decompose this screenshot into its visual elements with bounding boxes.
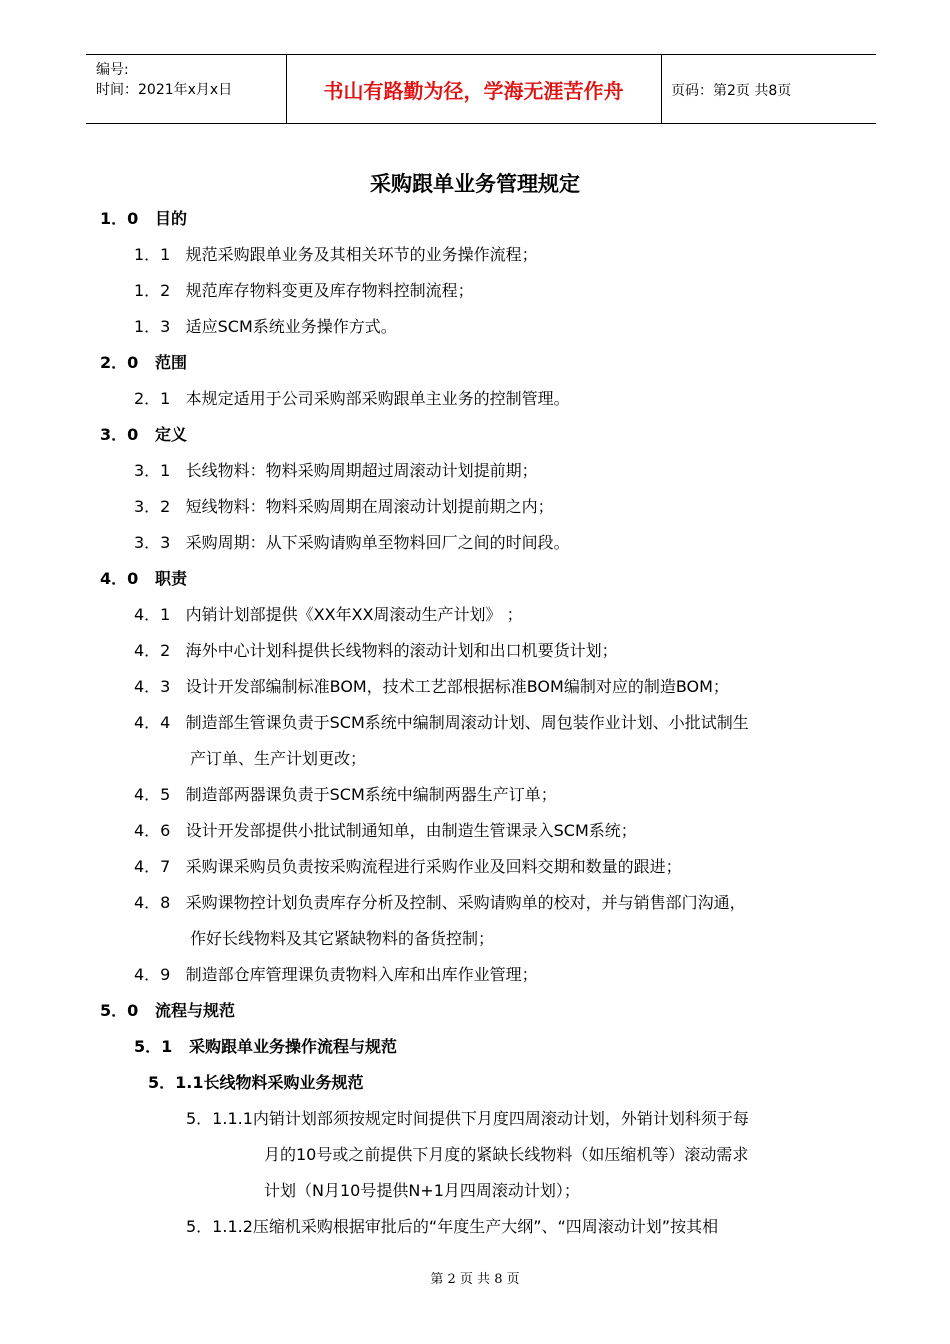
list-item	[134, 604, 523, 626]
item-number: 4．6	[134, 821, 171, 840]
section-title: 定义	[155, 425, 188, 444]
list-item	[186, 1108, 749, 1130]
motto: 书山有路勤为径，学海无涯苦作舟	[323, 79, 624, 103]
section-title: 范围	[155, 353, 188, 372]
item-number: 3．3	[134, 533, 171, 552]
section-heading	[100, 352, 187, 374]
list-item-continuation: 产订单、生产计划更改；	[190, 749, 367, 768]
item-number: 4．7	[134, 857, 171, 876]
section-number: 3．0	[100, 425, 139, 444]
section-number: 5．0	[100, 1001, 139, 1020]
document-title: 采购跟单业务管理规定	[370, 171, 580, 196]
item-number: 5．1.1.1	[186, 1109, 253, 1128]
header-left-cell	[86, 55, 287, 123]
item-text: 规范采购跟单业务及其相关环节的业务操作流程；	[185, 245, 538, 264]
list-item	[186, 1216, 718, 1238]
list-item	[134, 316, 397, 338]
list-item	[134, 460, 538, 482]
list-item	[134, 388, 570, 410]
list-item	[134, 496, 554, 518]
list-item	[134, 892, 746, 914]
list-item	[134, 640, 618, 662]
code-label: 编号:	[96, 62, 129, 78]
list-item	[134, 532, 570, 554]
subsection-title: 采购跟单业务操作流程与规范	[189, 1037, 398, 1056]
subsubsection-number: 5．1.1	[148, 1073, 204, 1092]
list-item	[134, 280, 474, 302]
item-number: 4．4	[134, 713, 171, 732]
page-header	[86, 54, 876, 124]
list-item	[134, 676, 729, 698]
item-number: 4．1	[134, 605, 171, 624]
list-item	[134, 856, 682, 878]
subsubsection-title: 长线物料采购业务规范	[203, 1073, 364, 1092]
section-number: 4．0	[100, 569, 139, 588]
item-text: 短线物料：物料采购周期在周滚动计划提前期之内；	[185, 497, 554, 516]
item-number: 2．1	[134, 389, 171, 408]
section-heading	[100, 208, 187, 230]
item-text: 设计开发部提供小批试制通知单，由制造生管课录入SCM系统；	[185, 821, 637, 840]
list-item-continuation: 月的10号或之前提供下月度的紧缺长线物料（如压缩机等）滚动需求	[264, 1145, 749, 1164]
item-number: 5．1.1.2	[186, 1217, 253, 1236]
item-number: 4．3	[134, 677, 171, 696]
subsection-number: 5．1	[134, 1037, 173, 1056]
list-item	[134, 784, 557, 806]
item-text: 适应SCM系统业务操作方式。	[185, 317, 397, 336]
section-title: 流程与规范	[155, 1001, 236, 1020]
item-text: 内销计划部提供《XX年XX周滚动生产计划》 ；	[185, 605, 523, 624]
time-label: 时间：2021年x月x日	[96, 82, 233, 98]
list-item	[134, 964, 538, 986]
item-text: 压缩机采购根据审批后的“年度生产大纲”、“四周滚动计划”按其相	[252, 1217, 719, 1236]
section-number: 2．0	[100, 353, 139, 372]
item-text: 设计开发部编制标准BOM，技术工艺部根据标准BOM编制对应的制造BOM；	[185, 677, 729, 696]
item-number: 4．9	[134, 965, 171, 984]
header-page-cell	[661, 55, 876, 123]
section-title: 职责	[155, 569, 188, 588]
list-item	[134, 712, 749, 734]
section-number: 1．0	[100, 209, 139, 228]
item-number: 1．3	[134, 317, 171, 336]
item-text: 制造部仓库管理课负责物料入库和出库作业管理；	[185, 965, 538, 984]
item-number: 4．5	[134, 785, 171, 804]
subsection-heading	[134, 1036, 397, 1058]
item-text: 海外中心计划科提供长线物料的滚动计划和出口机要货计划；	[185, 641, 618, 660]
list-item-continuation: 计划（N月10号提供N+1月四周滚动计划）；	[264, 1181, 580, 1200]
section-heading	[100, 424, 187, 446]
section-heading	[100, 568, 187, 590]
section-title: 目的	[155, 209, 188, 228]
item-text: 制造部生管课负责于SCM系统中编制周滚动计划、周包装作业计划、小批试制生	[185, 713, 749, 732]
page-number-label: 页码：第2页 共8页	[671, 83, 792, 99]
item-text: 采购周期：从下采购请购单至物料回厂之间的时间段。	[185, 533, 570, 552]
item-text: 采购课采购员负责按采购流程进行采购作业及回料交期和数量的跟进；	[185, 857, 682, 876]
list-item	[134, 244, 538, 266]
page-footer: 第 2 页 共 8 页	[430, 1272, 520, 1287]
header-motto-cell	[286, 55, 662, 123]
item-number: 1．2	[134, 281, 171, 300]
subsubsection-heading	[148, 1072, 364, 1094]
item-text: 制造部两器课负责于SCM系统中编制两器生产订单；	[185, 785, 557, 804]
item-number: 4．8	[134, 893, 171, 912]
item-text: 本规定适用于公司采购部采购跟单主业务的控制管理。	[185, 389, 570, 408]
list-item-continuation: 作好长线物料及其它紧缺物料的备货控制；	[190, 929, 495, 948]
item-text: 采购课物控计划负责库存分析及控制、采购请购单的校对，并与销售部门沟通，	[185, 893, 746, 912]
item-text: 内销计划部须按规定时间提供下月度四周滚动计划，外销计划科须于每	[252, 1109, 749, 1128]
section-heading	[100, 1000, 235, 1022]
list-item	[134, 820, 637, 842]
item-text: 规范库存物料变更及库存物料控制流程；	[185, 281, 474, 300]
item-number: 1．1	[134, 245, 171, 264]
item-number: 4．2	[134, 641, 171, 660]
item-number: 3．1	[134, 461, 171, 480]
item-text: 长线物料：物料采购周期超过周滚动计划提前期；	[185, 461, 538, 480]
item-number: 3．2	[134, 497, 171, 516]
